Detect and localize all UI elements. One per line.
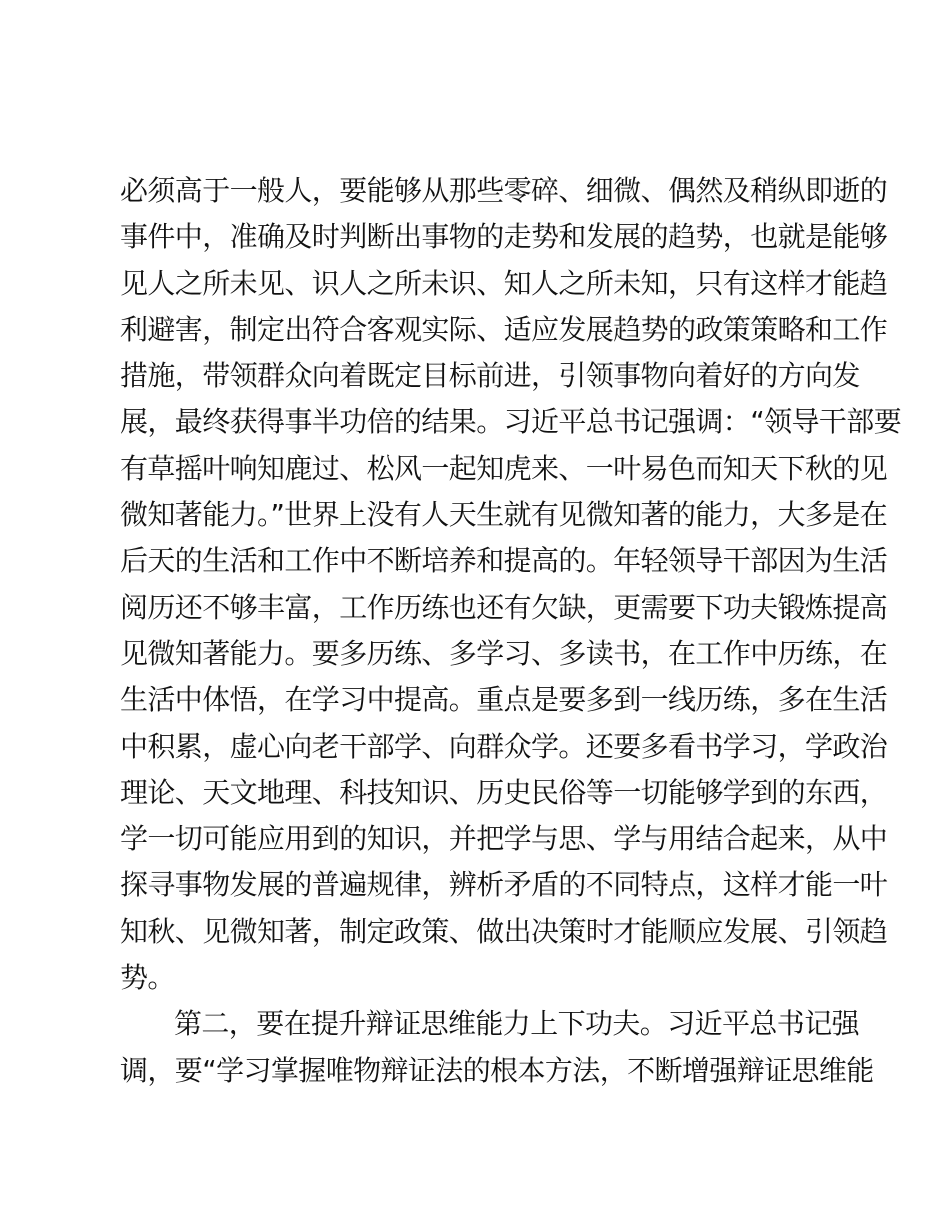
text-line: 见微知著能力。要多历练、多学习、多读书，在工作中历练，在	[120, 636, 888, 670]
text-line: 探寻事物发展的普遍规律，辨析矛盾的不同特点，这样才能一叶	[120, 868, 888, 902]
text-line: 措施，带领群众向着既定目标前进，引领事物向着好的方向发	[120, 359, 860, 393]
text-line: 事件中，准确及时判断出事物的走势和发展的趋势，也就是能够	[120, 220, 888, 254]
paragraph-start-line: 第二，要在提升辩证思维能力上下功夫。习近平总书记强	[174, 1007, 860, 1041]
text-line: 有草摇叶响知鹿过、松风一起知虎来、一叶易色而知天下秋的见	[120, 451, 888, 485]
text-line: 见人之所未见、识人之所未识、知人之所未知，只有这样才能趋	[120, 266, 888, 300]
text-line: 利避害，制定出符合客观实际、适应发展趋势的政策策略和工作	[120, 312, 888, 346]
text-line: 势。	[120, 961, 175, 995]
text-line: 中积累，虚心向老干部学、向群众学。还要多看书学习，学政治	[120, 729, 888, 763]
text-line: 理论、天文地理、科技知识、历史民俗等一切能够学到的东西，	[120, 775, 888, 809]
text-line: 调，要“学习掌握唯物辩证法的根本方法，不断增强辩证思维能	[120, 1053, 874, 1087]
text-line: 后天的生活和工作中不断培养和提高的。年轻领导干部因为生活	[120, 544, 888, 578]
text-line: 学一切可能应用到的知识，并把学与思、学与用结合起来，从中	[120, 822, 888, 856]
text-line: 必须高于一般人，要能够从那些零碎、细微、偶然及稍纵即逝的	[120, 174, 888, 207]
text-line: 微知著能力。”世界上没有人天生就有见微知著的能力，大多是在	[120, 498, 888, 532]
text-line: 展，最终获得事半功倍的结果。习近平总书记强调：“领导干部要	[120, 405, 902, 439]
text-line: 知秋、见微知著，制定政策、做出决策时才能顺应发展、引领趋	[120, 914, 888, 948]
body-text	[120, 168, 902, 1094]
text-line: 生活中体悟，在学习中提高。重点是要多到一线历练，多在生活	[120, 683, 888, 717]
text-line: 阅历还不够丰富，工作历练也还有欠缺，更需要下功夫锻炼提高	[120, 590, 888, 624]
